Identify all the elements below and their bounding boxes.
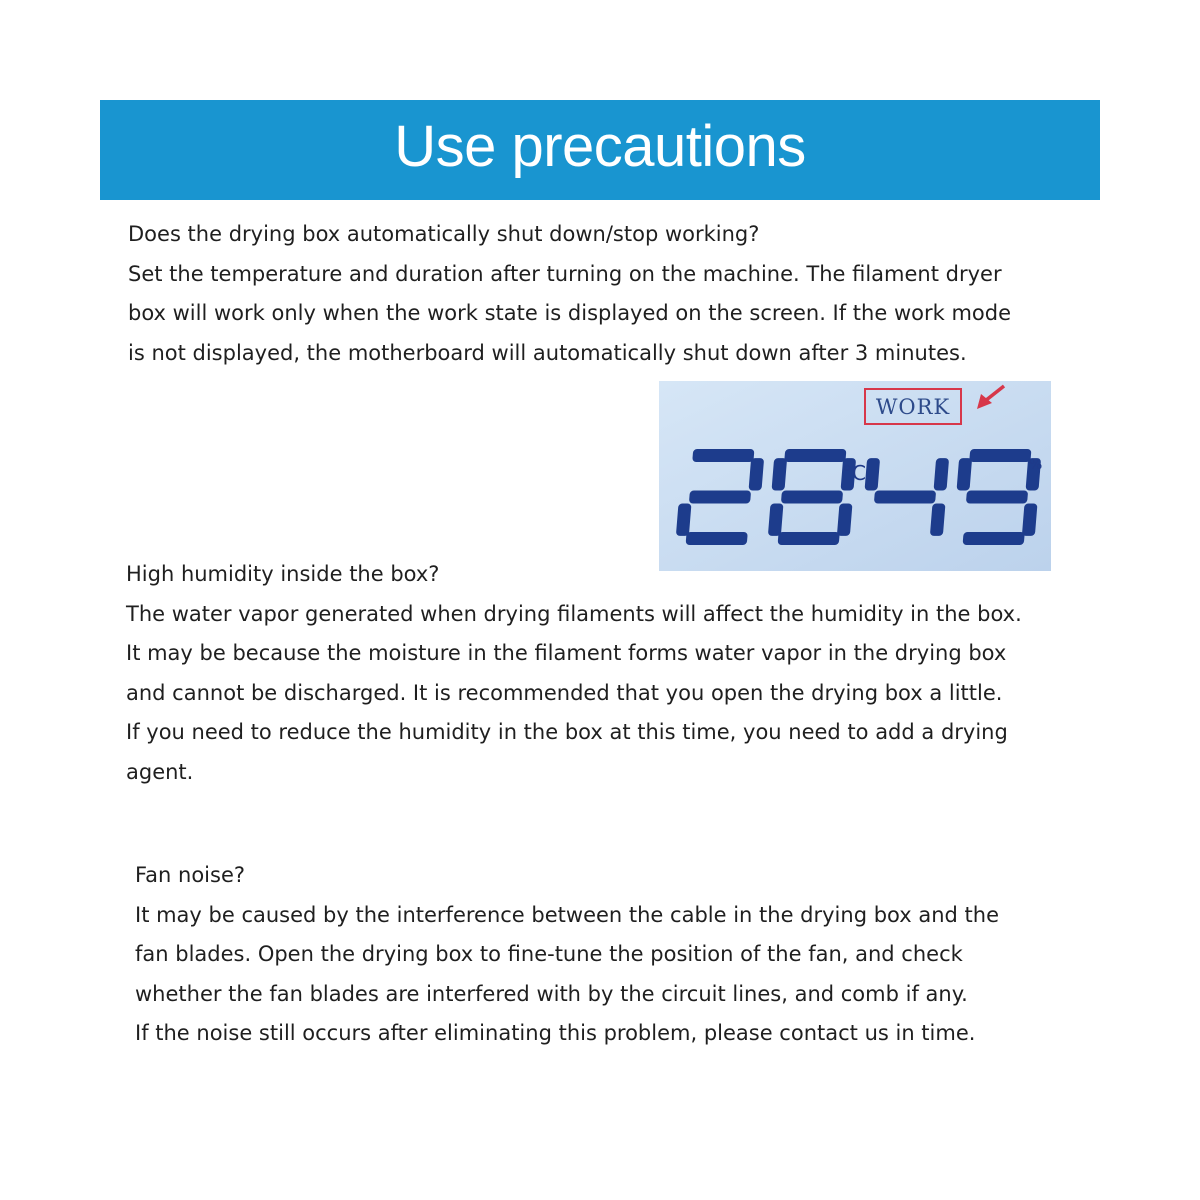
digit-segment [768, 504, 784, 536]
section-line: If you need to reduce the humidity in the box at this time, you need to add a drying [126, 720, 1008, 744]
section-line: It may be caused by the interference between the cable in the drying box and the [135, 902, 999, 927]
page-title: Use precautions [394, 113, 806, 179]
digit-segment [778, 532, 840, 545]
lcd-display [659, 381, 1051, 571]
section-line: and cannot be discharged. It is recommended that you open the drying box a little. [126, 680, 1003, 705]
section-high-humidity [126, 555, 1022, 792]
digit-segment [784, 449, 846, 462]
humidity-unit: % [1029, 457, 1043, 473]
work-mode-label: WORK [875, 394, 951, 419]
digit-segment [966, 491, 1028, 504]
section-line: whether the fan blades are interfered with by the circuit lines, and comb if any. [135, 981, 968, 1006]
digit-segment [692, 449, 754, 462]
digit-segment [930, 504, 946, 536]
digit-segment [772, 458, 788, 490]
digit-segment [749, 458, 765, 490]
digit-segment [934, 458, 950, 490]
section-heading: High humidity inside the box? [126, 562, 440, 586]
section-heading: Does the drying box automatically shut down/stop working? [128, 222, 760, 246]
digit-segment [1022, 504, 1038, 536]
temperature-unit: °C [842, 461, 866, 485]
digit-segment [676, 504, 692, 536]
section-line: is not displayed, the motherboard will automatically shut down after 3 minutes. [128, 340, 967, 365]
section-heading: Fan noise? [135, 863, 246, 887]
section-line: box will work only when the work state is displayed on the screen. If the work mode [128, 301, 1011, 325]
digit-segment [686, 532, 748, 545]
digit-segment [969, 449, 1031, 462]
section-line: agent. [126, 759, 194, 784]
digit-segment [957, 458, 973, 490]
title-banner [100, 100, 1100, 200]
digit-segment [865, 458, 881, 490]
section-fan-noise [135, 856, 999, 1054]
section-line: The water vapor generated when drying filaments will affect the humidity in the box. [126, 601, 1022, 626]
section-line: If the noise still occurs after eliminating this problem, please contact us in time. [135, 1021, 976, 1045]
section-line: fan blades. Open the drying box to fine-tune the position of the fan, and check [135, 942, 963, 966]
section-line: Set the temperature and duration after turning on the machine. The filament dryer [128, 261, 1002, 286]
work-mode-box [864, 388, 962, 425]
digit-segment [874, 491, 936, 504]
digit-segment [837, 504, 853, 536]
section-line: It may be because the moisture in the filament forms water vapor in the drying box [126, 641, 1007, 665]
digit-segment [963, 532, 1025, 545]
section-auto-shutdown [128, 215, 1011, 373]
digit-segment [781, 491, 843, 504]
digit-segment [689, 491, 751, 504]
